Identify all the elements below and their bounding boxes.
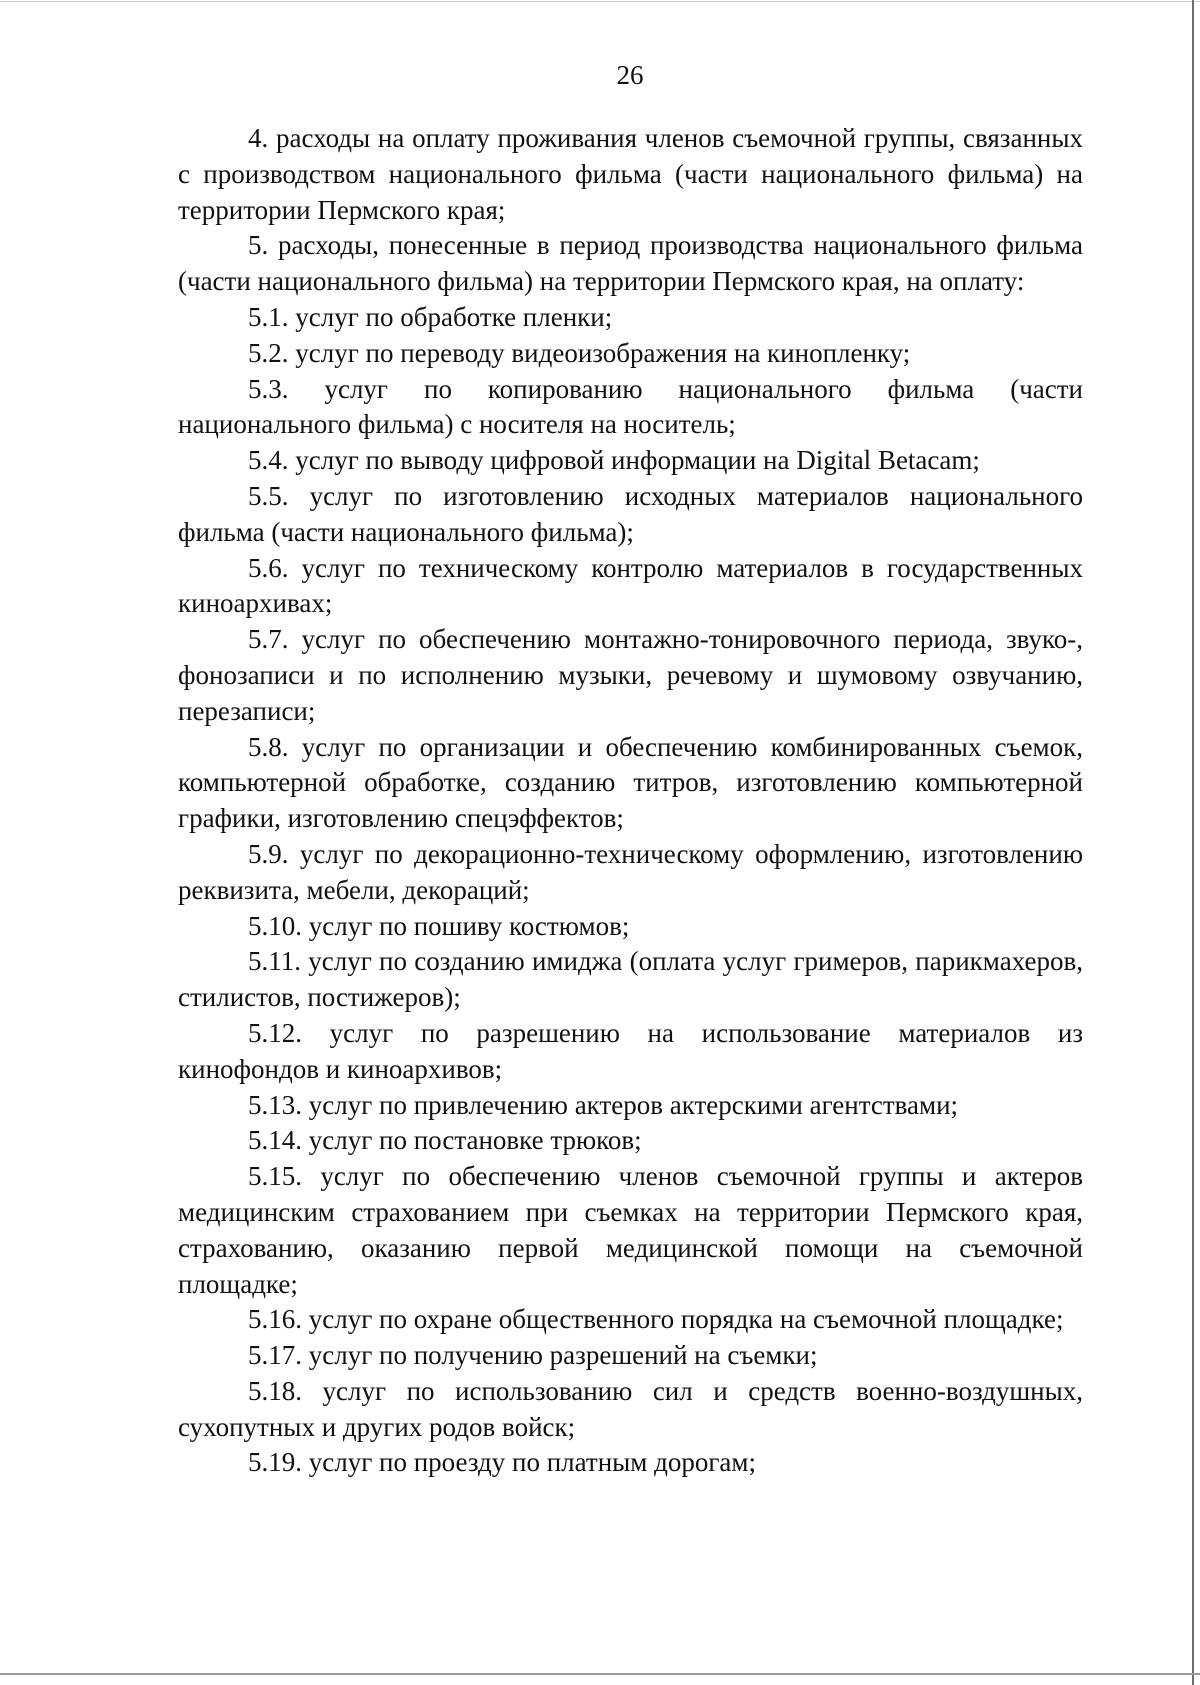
- paragraph-item-5-7: 5.7. услуг по обеспечению монтажно-тонировочного периода, звуко-, фонозаписи и по исполнению музыки, речевому и шумовому озвучанию, перезаписи;: [178, 624, 1083, 726]
- paragraph-item-5-8: 5.8. услуг по организации и обеспечению комбинированных съемок, компьютерной обработке, созданию титров, изготовлению компьютерной графики, изготовлению спецэффектов;: [178, 731, 1083, 834]
- paragraph-item-5-11: 5.11. услуг по созданию имиджа (оплата услуг гримеров, парикмахеров, стилистов, постижеров);: [178, 946, 1083, 1013]
- paragraph-item-5-17: 5.17. услуг по получению разрешений на съемки;: [248, 1340, 818, 1371]
- scan-edge-right: [1192, 0, 1194, 1685]
- paragraph-item-5-6: 5.6. услуг по техническому контролю материалов в государственных киноархивах;: [178, 552, 1083, 619]
- paragraph-item-5-3: 5.3. услуг по копированию национального фильма (части национального фильма) с носителя на носитель;: [178, 373, 1083, 440]
- paragraph-item-5-1: 5.1. услуг по обработке пленки;: [248, 301, 613, 332]
- paragraph-item-5-2: 5.2. услуг по переводу видеоизображения на кинопленку;: [248, 337, 911, 368]
- paragraph-item-4: 4. расходы на оплату проживания членов съемочной группы, связанных с производством национального фильма (части национального фильма) на территории Пермского края;: [178, 123, 1083, 225]
- paragraph-item-5-12: 5.12. услуг по разрешению на использование материалов из кинофондов и киноархивов;: [178, 1017, 1083, 1084]
- paragraph-item-5-4: 5.4. услуг по выводу цифровой информации на Digital Betacam;: [248, 445, 980, 476]
- paragraph-item-5-18: 5.18. услуг по использованию сил и средств военно-воздушных, сухопутных и других родов войск;: [178, 1375, 1083, 1442]
- paragraph-item-5-13: 5.13. услуг по привлечению актеров актерскими агентствами;: [248, 1089, 959, 1120]
- paragraph-item-5-19: 5.19. услуг по проезду по платным дорогам;: [248, 1447, 757, 1478]
- paragraph-item-5-14: 5.14. услуг по постановке трюков;: [248, 1125, 642, 1156]
- paragraph-item-5-5: 5.5. услуг по изготовлению исходных материалов национального фильма (части национального фильма);: [178, 480, 1083, 547]
- paragraph-item-5-15: 5.15. услуг по обеспечению членов съемочной группы и актеров медицинским страхованием при съемках на территории Пермского края, страхованию, оказанию первой медицинской помощи на съемочной площадке;: [178, 1161, 1083, 1299]
- page-number: 26: [616, 60, 644, 90]
- scan-edge-bottom: [0, 1673, 1200, 1675]
- scan-edge-top: [0, 1, 1200, 2]
- paragraph-item-5: 5. расходы, понесенные в период производства национального фильма (части национального фильма) на территории Пермского края, на оплату:: [178, 230, 1083, 297]
- document-body: [178, 121, 1083, 1481]
- paragraph-item-5-10: 5.10. услуг по пошиву костюмов;: [248, 910, 630, 941]
- paragraph-item-5-9: 5.9. услуг по декорационно-техническому оформлению, изготовлению реквизита, мебели, декораций;: [178, 838, 1083, 905]
- paragraph-item-5-16: 5.16. услуг по охране общественного порядка на съемочной площадке;: [248, 1304, 1064, 1335]
